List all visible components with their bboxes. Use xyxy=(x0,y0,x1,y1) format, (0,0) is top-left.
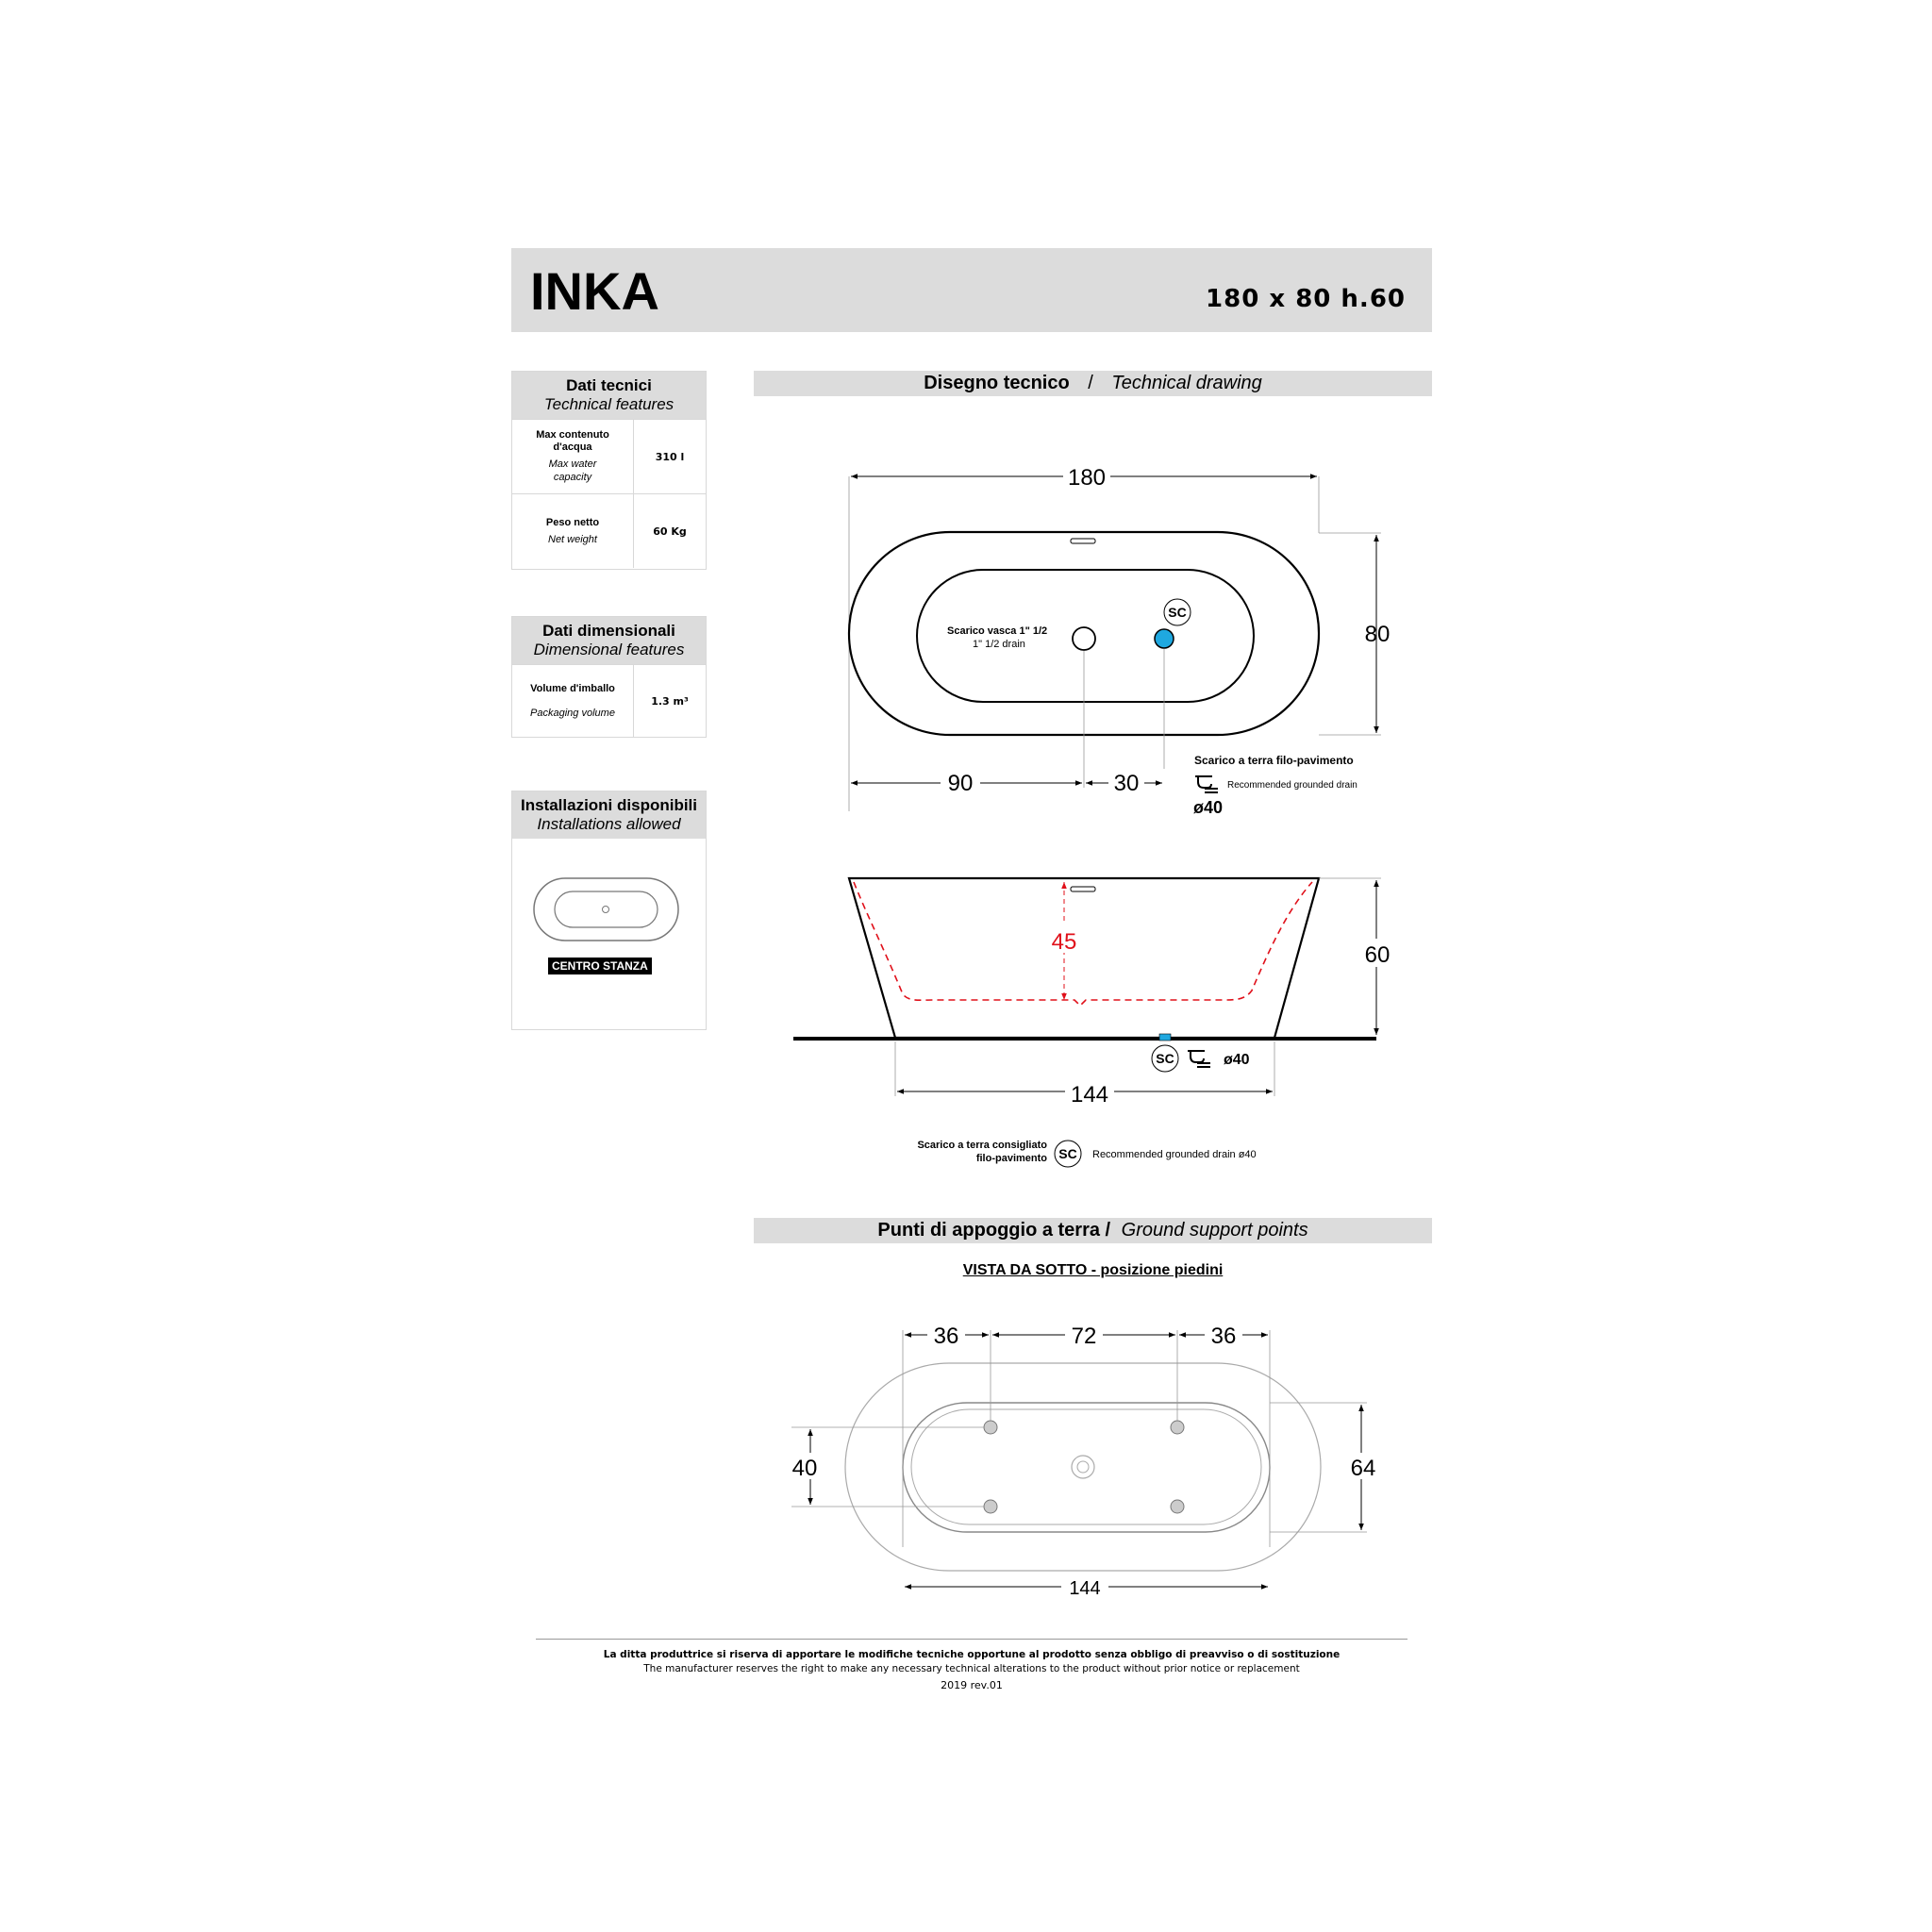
installations-header xyxy=(512,791,706,839)
dim-foot-span: 72 xyxy=(1071,1324,1097,1349)
dim-bottom-base: 144 xyxy=(1069,1578,1101,1599)
support-foot xyxy=(1171,1421,1184,1434)
floor-drain-diameter: ø40 xyxy=(1193,798,1224,817)
bottom-base-outline xyxy=(903,1403,1270,1532)
sc-marker-text: SC xyxy=(1156,1051,1174,1066)
installations-title-en: Installations allowed xyxy=(537,815,681,833)
installations-box xyxy=(511,791,707,1030)
side-diameter: ø40 xyxy=(1224,1052,1250,1068)
technical-title-en: Technical features xyxy=(543,395,675,413)
drawing-title-separator: / xyxy=(1088,373,1093,393)
spec-label-en: Max water capacity xyxy=(548,458,597,483)
dim-foot-left: 36 xyxy=(933,1324,959,1349)
dim-water-depth: 45 xyxy=(1051,929,1077,955)
dim-length: 180 xyxy=(1067,465,1107,491)
support-foot xyxy=(1171,1500,1184,1513)
legend-label-it-2: filo-pavimento xyxy=(975,1153,1047,1164)
sc-marker-text: SC xyxy=(1168,605,1187,620)
sc-floor-drain xyxy=(1159,1034,1171,1041)
floor-line xyxy=(793,1037,1376,1041)
bottom-view-subtitle: VISTA DA SOTTO - posizione piedini xyxy=(962,1262,1224,1278)
spec-value: 310 l xyxy=(655,450,685,463)
dim-side-base: 144 xyxy=(1070,1082,1109,1108)
dim-sc-offset: 30 xyxy=(1113,771,1140,796)
bottom-inner-outline xyxy=(911,1409,1261,1524)
bottom-outer-outline xyxy=(845,1363,1321,1571)
support-foot xyxy=(984,1500,997,1513)
legend-label-it-1: Scarico a terra consigliato xyxy=(917,1140,1047,1151)
siphon-icon xyxy=(1188,1051,1210,1067)
technical-features-box xyxy=(511,371,707,570)
disclaimer-en: The manufacturer reserves the right to make any necessary technical alterations to the product without prior notice or replacement xyxy=(643,1663,1300,1674)
model-dimensions: 180 x 80 h.60 xyxy=(1206,285,1406,313)
spec-label-it: Peso netto xyxy=(545,516,600,528)
dimensional-title-it: Dati dimensionali xyxy=(542,622,675,640)
spec-label-en: Net weight xyxy=(548,533,597,545)
sc-legend xyxy=(849,1135,1302,1173)
sc-drain-icon xyxy=(1155,629,1174,648)
installations-title-it: Installazioni disponibili xyxy=(520,796,697,814)
support-title-en: Ground support points xyxy=(1121,1220,1308,1241)
technical-features-header xyxy=(512,372,706,419)
drain-label-it: Scarico vasca 1" 1/2 xyxy=(947,625,1048,637)
dim-width: 80 xyxy=(1364,622,1391,647)
bottom-view-drawing xyxy=(754,1311,1432,1623)
spec-label-en: Packaging volume xyxy=(530,707,615,719)
legend-label-en: Recommended grounded drain ø40 xyxy=(1092,1149,1257,1160)
bottom-drain-inner xyxy=(1077,1461,1089,1473)
footer-divider xyxy=(536,1639,1407,1640)
support-foot xyxy=(984,1421,997,1434)
siphon-icon xyxy=(1195,776,1218,792)
support-section-header xyxy=(754,1218,1432,1243)
dimensional-title-en: Dimensional features xyxy=(533,641,685,658)
centro-stanza-badge: CENTRO STANZA xyxy=(548,958,652,974)
top-view-drawing xyxy=(754,453,1432,830)
dim-feet-width: 40 xyxy=(791,1456,818,1481)
floor-drain-title: Scarico a terra filo-pavimento xyxy=(1194,754,1354,767)
dim-drain-offset: 90 xyxy=(947,771,974,796)
dimensional-features-box xyxy=(511,616,707,738)
drawing-title-it: Disegno tecnico xyxy=(924,373,1070,393)
tub-drain-icon xyxy=(1073,627,1095,650)
revision: 2019 rev.01 xyxy=(941,1679,1003,1691)
technical-title-it: Dati tecnici xyxy=(566,376,652,394)
spec-row-packaging xyxy=(512,664,706,737)
dimensional-features-header xyxy=(512,617,706,664)
side-view-drawing xyxy=(754,849,1432,1113)
dim-height: 60 xyxy=(1364,942,1391,968)
spec-value: 1.3 m³ xyxy=(651,694,689,708)
spec-label-it: Volume d'imballo xyxy=(530,682,615,694)
floor-drain-sub: Recommended grounded drain xyxy=(1227,780,1357,791)
model-name: INKA xyxy=(530,261,659,321)
spec-value: 60 Kg xyxy=(653,525,687,538)
spec-row-weight xyxy=(512,493,706,568)
drawing-title-en: Technical drawing xyxy=(1111,373,1262,393)
centro-stanza-thumbnail xyxy=(512,839,706,1027)
dim-base-width: 64 xyxy=(1350,1456,1376,1481)
disclaimer-it: La ditta produttrice si riserva di apportare le modifiche tecniche opportune al prodotto senza obbligo di preavviso o di sostituzione xyxy=(603,1649,1341,1660)
support-title-it: Punti di appoggio a terra / xyxy=(877,1220,1111,1241)
dim-foot-right: 36 xyxy=(1210,1324,1237,1349)
overflow-side xyxy=(1071,887,1095,891)
tub-side-profile xyxy=(849,878,1319,1038)
bottom-drain-icon xyxy=(1072,1456,1094,1478)
water-level-profile xyxy=(854,882,1312,1006)
drain-label-en: 1" 1/2 drain xyxy=(973,639,1025,650)
overflow-slot xyxy=(1071,539,1095,543)
legend-sc-text: SC xyxy=(1058,1146,1077,1161)
drawing-section-header xyxy=(754,371,1432,396)
spec-label-it: Max contenuto d'acqua xyxy=(536,429,609,453)
spec-row-capacity xyxy=(512,419,706,493)
title-bar xyxy=(511,248,1432,332)
